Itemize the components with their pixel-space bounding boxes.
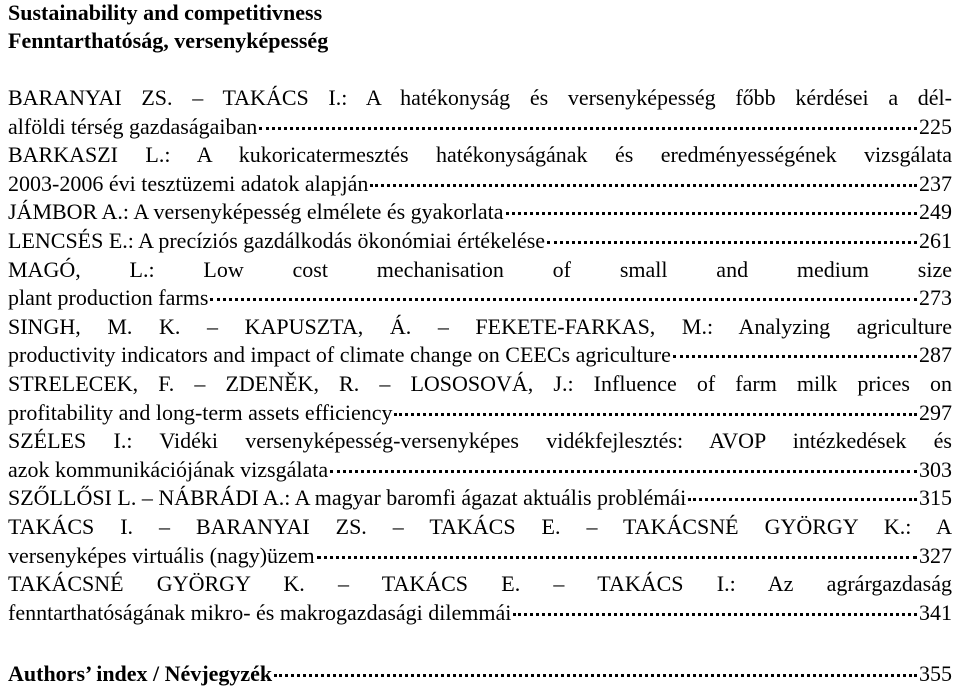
leader-dots xyxy=(317,555,917,559)
toc-entry-text: SINGH, M. K. – KAPUSZTA, Á. – FEKETE-FARKAS, M.: Analyzing agriculture xyxy=(8,313,952,339)
toc-entry[interactable] xyxy=(8,313,952,370)
page-number: 327 xyxy=(919,542,952,568)
leader-dots xyxy=(259,126,917,130)
toc-entry-last-line xyxy=(8,341,952,370)
toc-entry[interactable] xyxy=(8,427,952,484)
toc-entry[interactable] xyxy=(8,513,952,570)
leader-dots xyxy=(673,354,917,358)
toc-entry-text: productivity indicators and impact of climate change on CEECs agriculture xyxy=(8,342,671,368)
toc-entry-last-line xyxy=(8,542,952,571)
leader-dots xyxy=(506,211,917,215)
page-number: 341 xyxy=(919,599,952,625)
page-number: 273 xyxy=(919,285,952,311)
toc-entry-text: 2003-2006 évi tesztüzemi adatok alapján xyxy=(8,170,369,196)
toc-entry-text: BARKASZI L.: A kukoricatermesztés hatékonyságának és eredményességének vizsgálata xyxy=(8,142,952,168)
toc-entry[interactable] xyxy=(8,141,952,198)
leader-dots xyxy=(330,469,917,473)
leader-dots xyxy=(274,673,917,677)
toc-entry-last-line xyxy=(8,599,952,628)
toc-entry[interactable] xyxy=(8,570,952,627)
page-number: 315 xyxy=(919,485,952,511)
page-number: 297 xyxy=(919,399,952,425)
toc-entry-last-line xyxy=(8,198,952,227)
toc-entry[interactable] xyxy=(8,227,952,256)
table-of-contents xyxy=(8,84,952,627)
section-title-english: Sustainability and competitivness xyxy=(8,0,323,25)
leader-dots xyxy=(394,412,917,416)
toc-entry[interactable] xyxy=(8,84,952,141)
page-number: 287 xyxy=(919,342,952,368)
leader-dots xyxy=(210,297,917,301)
toc-entry-text: plant production farms xyxy=(8,285,209,311)
authors-index-label: Authors’ index / Névjegyzék xyxy=(8,661,273,686)
toc-entry-text: fenntarthatóságának mikro- és makrogazdasági dilemmái xyxy=(8,599,512,625)
toc-entry-text: TAKÁCSNÉ GYÖRGY K. – TAKÁCS E. – TAKÁCS I.: Az agrárgazdaság xyxy=(8,571,952,597)
toc-entry-text: LENCSÉS E.: A precíziós gazdálkodás ökonómiai értékelése xyxy=(8,227,546,253)
toc-entry[interactable] xyxy=(8,484,952,513)
toc-entry-last-line xyxy=(8,227,952,256)
leader-dots xyxy=(688,497,917,501)
toc-entry-last-line xyxy=(8,170,952,199)
toc-entry-last-line xyxy=(8,284,952,313)
toc-entry-text: alföldi térség gazdaságaiban xyxy=(8,113,258,139)
authors-index-entry[interactable] xyxy=(8,660,952,688)
toc-entry-text: versenyképes virtuális (nagy)üzem xyxy=(8,542,315,568)
toc-entry-text: JÁMBOR A.: A versenyképesség elmélete és gyakorlata xyxy=(8,199,504,225)
toc-entry-text: azok kommunikációjának vizsgálata xyxy=(8,456,329,482)
page-number: 237 xyxy=(919,170,952,196)
toc-entry-text: TAKÁCS I. – BARANYAI ZS. – TAKÁCS E. – TAKÁCSNÉ GYÖRGY K.: A xyxy=(8,513,952,539)
toc-entry[interactable] xyxy=(8,198,952,227)
toc-entry-last-line xyxy=(8,456,952,485)
page-number: 261 xyxy=(919,227,952,253)
toc-entry[interactable] xyxy=(8,370,952,427)
section-title-hungarian: Fenntarthatóság, versenyképesség xyxy=(8,28,329,53)
toc-entry[interactable] xyxy=(8,256,952,313)
toc-entry-text: BARANYAI ZS. – TAKÁCS I.: A hatékonyság és versenyképesség főbb kérdései a dél- xyxy=(8,85,952,110)
page-number: 225 xyxy=(919,113,952,139)
page-number: 249 xyxy=(919,199,952,225)
toc-entry-last-line xyxy=(8,399,952,428)
toc-entry-text: MAGÓ, L.: Low cost mechanisation of small and medium size xyxy=(8,256,952,282)
toc-entry-text: SZŐLLŐSI L. – NÁBRÁDI A.: A magyar baromfi ágazat aktuális problémái xyxy=(8,485,687,511)
toc-entry-text: STRELECEK, F. – ZDENĚK, R. – LOSOSOVÁ, J.: Influence of farm milk prices on xyxy=(8,370,952,396)
leader-dots xyxy=(547,240,917,244)
toc-entry-last-line xyxy=(8,113,952,142)
leader-dots xyxy=(513,612,917,616)
authors-index-page: 355 xyxy=(919,661,952,686)
leader-dots xyxy=(370,183,917,187)
page-number: 303 xyxy=(919,456,952,482)
toc-entry-text: SZÉLES I.: Vidéki versenyképesség-versenyképes vidékfejlesztés: AVOP intézkedések és xyxy=(8,428,952,454)
toc-entry-last-line xyxy=(8,484,952,513)
toc-entry-text: profitability and long-term assets efficiency xyxy=(8,399,393,425)
